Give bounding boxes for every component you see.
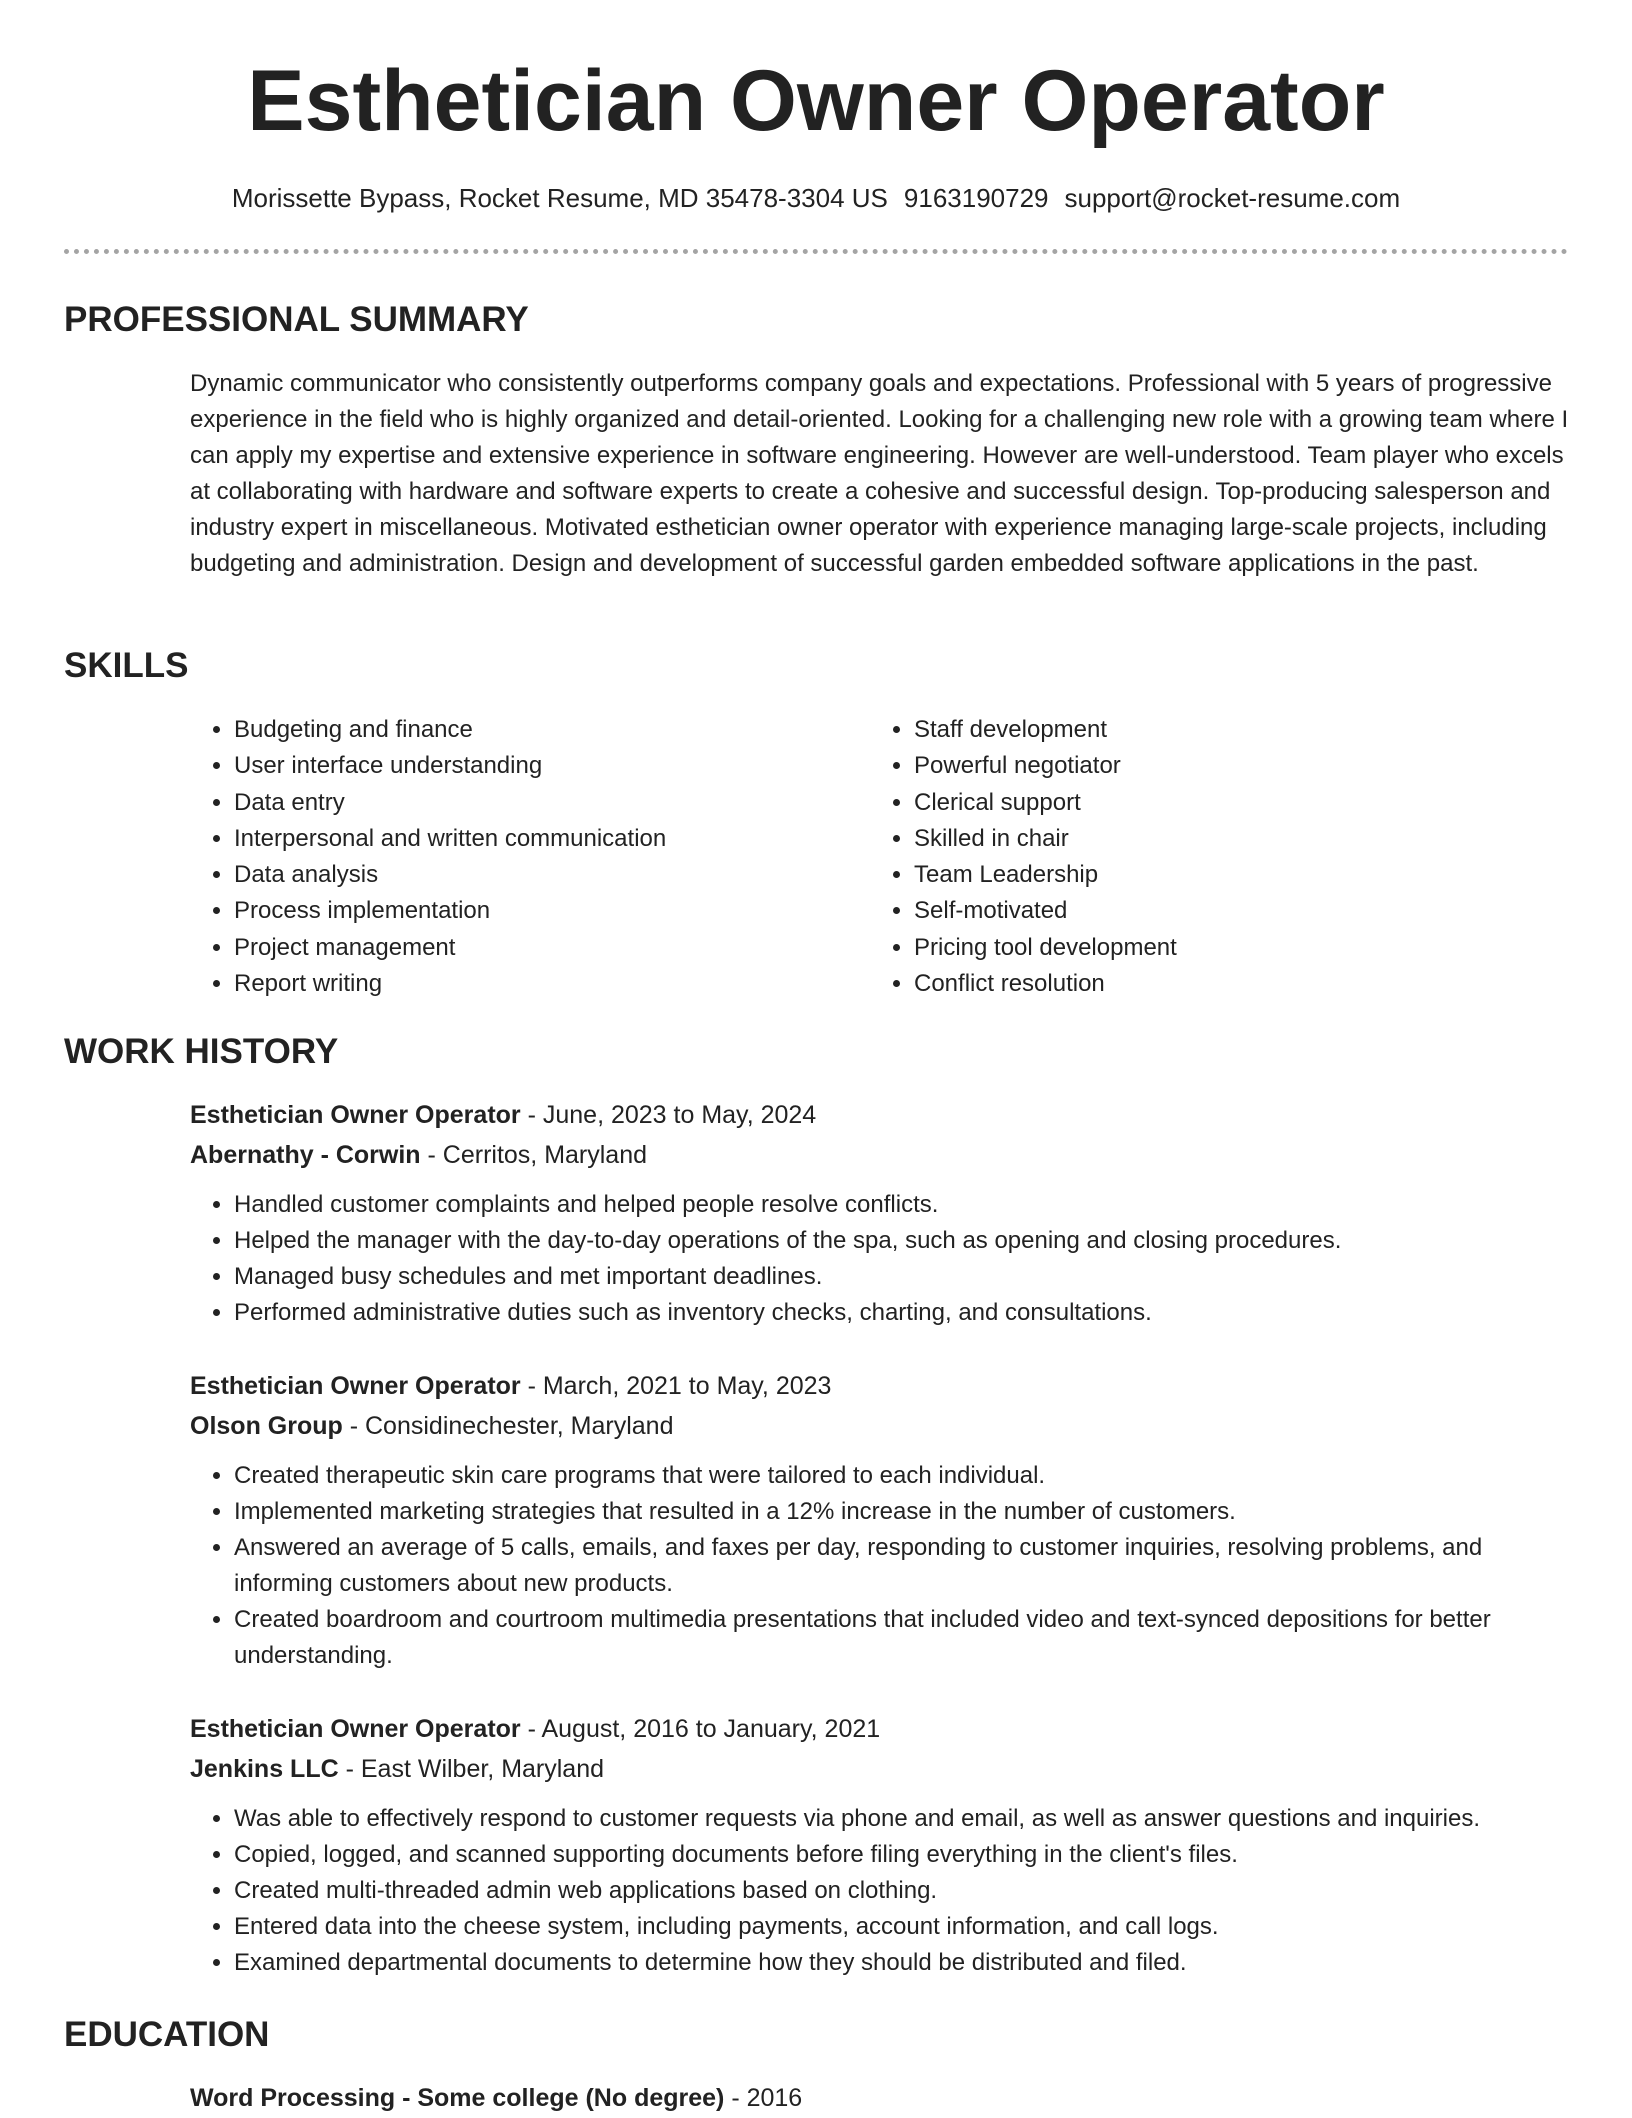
section-title-summary: PROFESSIONAL SUMMARY [64,300,529,339]
job-bullet: • Entered data into the cheese system, including payments, account information, and call logs. [234,1909,1570,1945]
skill-item: • Powerful negotiator [914,748,1550,784]
skill-item: • Skilled in chair [914,821,1550,857]
job-bullet: • Created boardroom and courtroom multimedia presentations that included video and text-synced depositions for better understanding. [234,1602,1570,1674]
section-title-work-history: WORK HISTORY [64,1032,339,1071]
contact-line [0,180,1632,216]
job-bullet: • Managed busy schedules and met important deadlines. [234,1259,1570,1295]
skill-item: • Clerical support [914,785,1550,821]
job-role: Esthetician Owner Operator [190,1715,521,1743]
job-title-line [190,1366,1570,1406]
section-title-skills: SKILLS [64,646,189,685]
section-title-education: EDUCATION [64,2015,270,2054]
job-bullet: • Answered an average of 5 calls, emails, and faxes per day, responding to customer inquiries, resolving problems, and informing customers about new products. [234,1530,1570,1602]
skill-item: • Conflict resolution [914,966,1550,1002]
job-bullets [190,1187,1570,1331]
header-divider [64,249,1568,254]
education-entry [190,2078,802,2118]
contact-phone: 9163190729 [903,183,1049,213]
skills-column-right [870,712,1550,1002]
skill-item: • Project management [234,930,870,966]
job-bullet: • Performed administrative duties such as inventory checks, charting, and consultations. [234,1295,1570,1331]
job-company: Olson Group [190,1412,343,1440]
skill-item: • Report writing [234,966,870,1002]
job-bullet: • Copied, logged, and scanned supporting documents before filing everything in the client's files. [234,1837,1570,1873]
job-bullet: • Examined departmental documents to determine how they should be distributed and filed. [234,1945,1570,1981]
job-company: Abernathy - Corwin [190,1141,421,1169]
job-location: - Cerritos, Maryland [420,1141,648,1169]
skill-item: • Self-motivated [914,893,1550,929]
job-bullets [190,1458,1570,1674]
resume-name: Esthetician Owner Operator [247,53,1385,149]
job-company-line [190,1749,1570,1789]
job-company-line [190,1406,1570,1446]
job-entry [190,1709,1570,1981]
skill-item: • Budgeting and finance [234,712,870,748]
job-bullet: • Handled customer complaints and helped people resolve conflicts. [234,1187,1570,1223]
job-bullet: • Was able to effectively respond to customer requests via phone and email, as well as answer questions and inquiries. [234,1801,1570,1837]
job-dates: - March, 2021 to May, 2023 [520,1372,832,1400]
job-bullets [190,1801,1570,1981]
job-location: - East Wilber, Maryland [338,1755,605,1783]
skills-list [190,712,1570,1002]
skills-column-left [190,712,870,1002]
job-title-line [190,1709,1570,1749]
job-title-line [190,1095,1570,1135]
job-location: - Considinechester, Maryland [342,1412,674,1440]
job-entry [190,1095,1570,1331]
skill-item: • Data entry [234,785,870,821]
job-role: Esthetician Owner Operator [190,1101,521,1129]
education-year: - 2016 [724,2084,803,2112]
education-degree: Word Processing - Some college (No degree) [190,2084,725,2112]
skill-item: • Data analysis [234,857,870,893]
job-company-line [190,1135,1570,1175]
contact-address: Morissette Bypass, Rocket Resume, MD 35478-3304 US [231,183,888,213]
skill-item: • Process implementation [234,893,870,929]
job-dates: - August, 2016 to January, 2021 [520,1715,881,1743]
job-entry [190,1366,1570,1674]
skill-item: • User interface understanding [234,748,870,784]
skill-item: • Interpersonal and written communication [234,821,870,857]
skill-item: • Staff development [914,712,1550,748]
summary-text: Dynamic communicator who consistently outperforms company goals and expectations. Professional with 5 years of progressive experience in the field who is highly organized and detail-oriented. Looking for a challenging new role with a growing team where I can apply my expertise and extensive experience in software engineering. However are well-understood. Team player who excels at collaborating with hardware and software experts to create a cohesive and successful design. Top-producing salesperson and industry expert in miscellaneous. Motivated esthetician owner operator with experience managing large-scale projects, including budgeting and administration. Design and development of successful garden embedded software applications in the past. [190,370,1569,577]
job-bullet: • Implemented marketing strategies that resulted in a 12% increase in the number of customers. [234,1494,1570,1530]
job-bullet: • Created multi-threaded admin web applications based on clothing. [234,1873,1570,1909]
job-role: Esthetician Owner Operator [190,1372,521,1400]
job-bullet: • Created therapeutic skin care programs that were tailored to each individual. [234,1458,1570,1494]
contact-email: support@rocket-resume.com [1064,183,1401,213]
job-bullet: • Helped the manager with the day-to-day operations of the spa, such as opening and closing procedures. [234,1223,1570,1259]
job-dates: - June, 2023 to May, 2024 [520,1101,817,1129]
skill-item: • Team Leadership [914,857,1550,893]
skill-item: • Pricing tool development [914,930,1550,966]
job-company: Jenkins LLC [190,1755,339,1783]
